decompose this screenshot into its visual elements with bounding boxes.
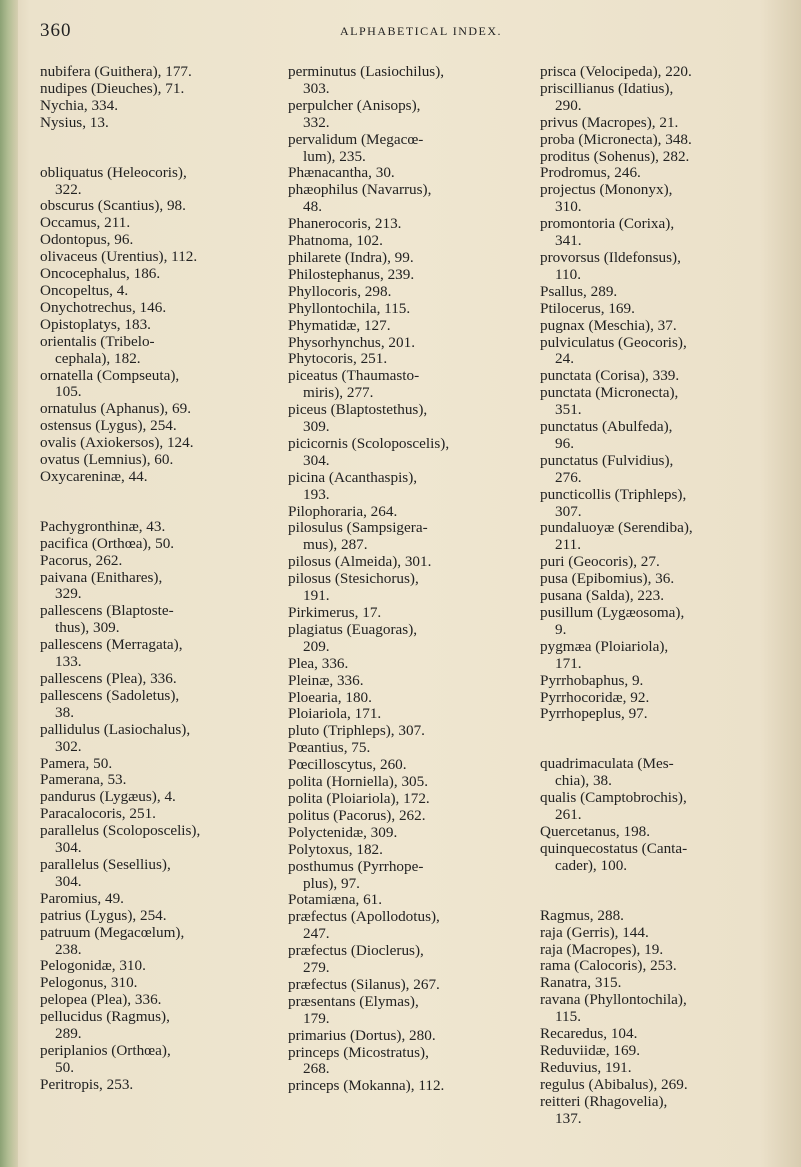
index-entry: Pilophoraria, 264. [288, 502, 398, 520]
index-entry: pallescens (Blaptoste- thus), 309. [40, 602, 174, 637]
index-entry: Nysius, 13. [40, 113, 109, 131]
index-entry: parallelus (Scoloposcelis), 304. [40, 822, 201, 857]
index-entry: orientalis (Tribelo- cephala), 182. [40, 332, 155, 367]
index-entry: piceatus (Thaumasto- miris), 277. [288, 367, 420, 402]
index-entry: Ranatra, 315. [540, 974, 622, 992]
index-entry: Pamera, 50. [40, 754, 113, 772]
index-column-1 [40, 64, 270, 1094]
index-entry: Onychotrechus, 146. [40, 298, 167, 316]
index-entry: pallescens (Merragata), 133. [40, 636, 183, 671]
index-entry: Pyrrhobaphus, 9. [540, 671, 644, 689]
index-entry: ornatulus (Aphanus), 69. [40, 400, 192, 418]
index-entry: ravana (Phyllontochila), 115. [540, 991, 687, 1026]
index-entry: ostensus (Lygus), 254. [40, 417, 177, 435]
index-entry: præfectus (Silanus), 267. [288, 975, 440, 993]
index-entry: punctatus (Abulfeda), 96. [540, 418, 673, 452]
index-entry: pallescens (Plea), 336. [40, 670, 177, 687]
index-entry: Pleinæ, 336. [288, 671, 364, 689]
index-entry: Occamus, 211. [40, 214, 131, 232]
index-entry: Ploiariola, 171. [288, 705, 382, 723]
index-entry: rama (Calocoris), 253. [540, 957, 677, 975]
index-entry: privus (Macropes), 21. [540, 113, 679, 131]
index-entry: pilosus (Almeida), 301. [288, 553, 432, 571]
index-entry: Oncopeltus, 4. [40, 281, 129, 299]
index-entry: pandurus (Lygæus), 4. [40, 788, 176, 806]
index-entry: pundaluoyæ (Serendiba), 211. [540, 519, 693, 554]
index-entry: nudipes (Dieuches), 71. [40, 79, 185, 97]
index-entry: phæophilus (Navarrus), 48. [288, 181, 432, 216]
index-entry: picicornis (Scoloposcelis), 304. [288, 434, 450, 469]
index-entry: obscurus (Scantius), 98. [40, 197, 186, 215]
index-entry: Quercetanus, 198. [540, 822, 651, 840]
index-entry: Peritropis, 253. [40, 1075, 134, 1093]
index-entry: Pacorus, 262. [40, 551, 123, 569]
index-entry: picina (Acanthaspis), 193. [288, 468, 418, 503]
index-entry: pallescens (Sadoletus), 38. [40, 686, 180, 721]
index-entry: raja (Gerris), 144. [540, 923, 649, 941]
index-entry: olivaceus (Urentius), 112. [40, 248, 198, 266]
index-entry: Plea, 336. [288, 654, 349, 672]
index-entry: provorsus (Ildefonsus), 110. [540, 248, 681, 283]
index-entry: priscillianus (Idatius), 290. [540, 79, 674, 114]
group-separator [40, 486, 270, 519]
index-entry: Phatnoma, 102. [288, 232, 383, 250]
index-entry: punctata (Corisa), 339. [540, 367, 680, 385]
index-entry: parallelus (Sesellius), 304. [40, 855, 171, 890]
index-entry: Polytoxus, 182. [288, 840, 383, 858]
index-entry: quinquecostatus (Canta- cader), 100. [540, 839, 688, 874]
index-entry: Recaredus, 104. [540, 1025, 638, 1043]
index-entry: ovalis (Axiokersos), 124. [40, 434, 194, 452]
index-entry: Pelogonus, 310. [40, 974, 138, 992]
index-entry: raja (Macropes), 19. [540, 940, 664, 958]
index-entry: patrius (Lygus), 254. [40, 906, 167, 924]
index-entry: patruum (Megacœlum), 238. [40, 923, 185, 958]
index-entry: pervalidum (Megacœ- lum), 235. [288, 130, 424, 165]
index-entry: ovatus (Lemnius), 60. [40, 451, 174, 469]
index-column-3 [540, 64, 770, 1127]
index-entry: Phytocoris, 251. [288, 350, 388, 368]
index-entry: Psallus, 289. [540, 282, 618, 300]
index-entry: Philostephanus, 239. [288, 265, 415, 283]
index-entry: projectus (Mononyx), 310. [540, 181, 673, 216]
index-entry: paivana (Enithares), 329. [40, 568, 163, 603]
index-entry: perminutus (Lasiochilus), 303. [288, 63, 445, 97]
index-entry: Pœantius, 75. [288, 739, 371, 757]
index-entry: philarete (Indra), 99. [288, 248, 414, 266]
index-entry: perpulcher (Anisops), 332. [288, 96, 421, 131]
index-entry: Paracalocoris, 251. [40, 805, 156, 823]
index-entry: pusillum (Lygæosoma), 9. [540, 604, 685, 638]
index-entry: Pelogonidæ, 310. [40, 957, 146, 975]
index-entry: puncticollis (Triphleps), 307. [540, 485, 687, 520]
index-entry: pacifica (Orthœa), 50. [40, 534, 175, 552]
index-entry: pilosulus (Sampsigera- mus), 287. [288, 519, 428, 554]
index-entry: pusa (Epibomius), 36. [540, 570, 675, 588]
index-entry: proditus (Sohenus), 282. [540, 147, 690, 165]
index-entry: Odontopus, 96. [40, 231, 134, 249]
index-entry: Phanerocoris, 213. [288, 215, 402, 233]
index-entry: prisca (Velocipeda), 220. [540, 63, 692, 80]
index-entry: obliquatus (Heleocoris), 322. [40, 163, 187, 198]
index-entry: princeps (Mokanna), 112. [288, 1077, 445, 1095]
index-entry: Oncocephalus, 186. [40, 265, 161, 283]
index-entry: plagiatus (Euagoras), 209. [288, 620, 418, 655]
index-entry: Reduviidæ, 169. [540, 1041, 640, 1059]
index-entry: punctatus (Fulvidius), 276. [540, 451, 674, 486]
index-entry: regulus (Abibalus), 269. [540, 1075, 688, 1093]
index-entry: Potamiæna, 61. [288, 891, 383, 909]
index-entry: Pœcilloscytus, 260. [288, 756, 407, 774]
index-entry: pygmæa (Ploiariola), 171. [540, 637, 669, 672]
index-entry: Phyllontochila, 115. [288, 299, 411, 317]
index-entry: qualis (Camptobrochis), 261. [540, 789, 687, 824]
index-entry: Phænacantha, 30. [288, 164, 395, 182]
index-entry: Pachygronthinæ, 43. [40, 517, 166, 535]
index-entry: Pirkimerus, 17. [288, 604, 382, 621]
index-entry: piceus (Blaptostethus), 309. [288, 401, 428, 436]
index-entry: præfectus (Dioclerus), 279. [288, 942, 424, 977]
index-entry: Paromius, 49. [40, 889, 124, 907]
index-entry: Prodromus, 246. [540, 164, 641, 182]
index-entry: primarius (Dortus), 280. [288, 1026, 436, 1044]
index-entry: pallidulus (Lasiochalus), 302. [40, 720, 191, 755]
index-entry: præfectus (Apollodotus), 247. [288, 908, 440, 943]
index-entry: Oxycareninæ, 44. [40, 467, 148, 485]
group-separator [540, 875, 770, 908]
index-entry: periplanios (Orthœa), 50. [40, 1041, 171, 1076]
index-entry: politus (Pacorus), 262. [288, 806, 426, 824]
index-entry: pellucidus (Ragmus), 289. [40, 1008, 170, 1043]
index-entry: quadrimaculata (Mes- chia), 38. [540, 755, 674, 790]
index-entry: polita (Ploiariola), 172. [288, 789, 430, 807]
running-head: ALPHABETICAL INDEX. [340, 24, 503, 38]
index-entry: ornatella (Compseuta), 105. [40, 366, 180, 401]
index-entry: Reduvius, 191. [540, 1058, 632, 1076]
index-entry: Polyctenidæ, 309. [288, 823, 398, 841]
index-entry: Physorhynchus, 201. [288, 333, 415, 351]
index-entry: pluto (Triphleps), 307. [288, 722, 425, 740]
index-entry: polita (Horniella), 305. [288, 773, 429, 791]
index-column-2 [288, 64, 518, 1095]
index-entry: Ragmus, 288. [540, 906, 624, 924]
index-entry: Phyllocoris, 298. [288, 282, 392, 300]
index-entry: Pamerana, 53. [40, 771, 127, 789]
index-entry: Ploearia, 180. [288, 688, 372, 706]
index-entry: Ptilocerus, 169. [540, 299, 635, 317]
index-entry: puri (Geocoris), 27. [540, 553, 660, 571]
index-entry: Nychia, 334. [40, 96, 119, 114]
index-entry: princeps (Micostratus), 268. [288, 1043, 429, 1078]
page-number: 360 [40, 20, 72, 41]
index-entry: Pyrrhopeplus, 97. [540, 705, 648, 723]
index-entry: reitteri (Rhagovelia), 137. [540, 1092, 668, 1127]
group-separator [540, 723, 770, 756]
index-entry: Opistoplatys, 183. [40, 315, 151, 333]
index-entry: punctata (Micronecta), 351. [540, 384, 679, 419]
index-entry: Pyrrhocoridæ, 92. [540, 688, 650, 706]
index-entry: pugnax (Meschia), 37. [540, 316, 677, 334]
group-separator [40, 132, 270, 165]
index-entry: pulviculatus (Geocoris), 24. [540, 333, 687, 368]
index-entry: Phymatidæ, 127. [288, 316, 391, 334]
index-entry: promontoria (Corixa), 341. [540, 215, 675, 250]
index-entry: pelopea (Plea), 336. [40, 991, 162, 1009]
index-entry: proba (Micronecta), 348. [540, 130, 692, 148]
index-entry: posthumus (Pyrrhope- plus), 97. [288, 857, 424, 892]
index-entry: pusana (Salda), 223. [540, 587, 664, 605]
index-entry: nubifera (Guithera), 177. [40, 63, 192, 80]
page-gutter-shadow [0, 0, 18, 1167]
index-entry: pilosus (Stesichorus), 191. [288, 570, 419, 605]
index-entry: præsentans (Elymas), 179. [288, 992, 419, 1027]
